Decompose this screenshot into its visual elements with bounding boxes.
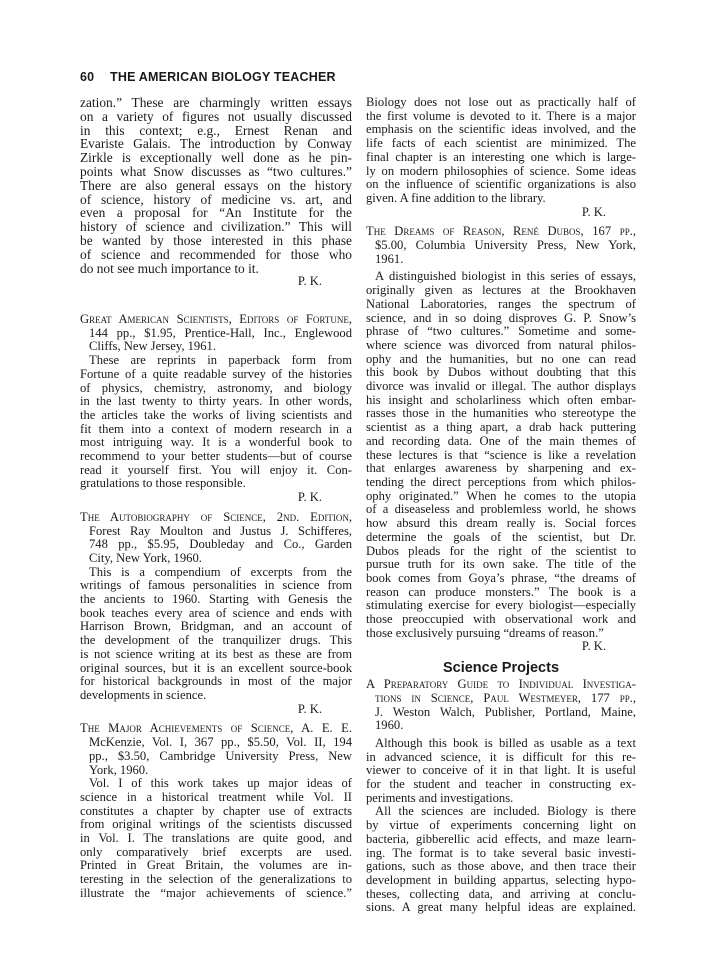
text-line: pursue truth for its own sake. The title of the <box>366 557 636 572</box>
text-line: ophy and the humanities, but no one can read <box>366 351 636 366</box>
text-line: in the last twenty to thirty years. In other words, <box>80 394 352 409</box>
review-major-achievements <box>80 722 352 900</box>
text-line: Evariste Galais. The introduction by Conway <box>80 136 352 152</box>
review-preparatory-guide <box>366 678 636 915</box>
citation-line: The Major Achievements of Science, A. E. E. <box>80 721 352 736</box>
text-line: of physics, chemistry, astronomy, and biology <box>80 380 352 395</box>
text-line: theses, collecting data, and arriving at conclu- <box>366 886 636 901</box>
text-line: Biology does not lose out as practically half of <box>366 95 636 109</box>
text-line: gratulations to those responsible. <box>80 476 246 491</box>
citation-line: 144 pp., $1.95, Prentice-Hall, Inc., Englewood <box>89 325 352 340</box>
citation-line: McKenzie, Vol. I, 367 pp., $5.50, Vol. II, 194 <box>89 735 352 750</box>
text-line: tending the direct perceptions from which philos- <box>366 474 636 489</box>
text-line: emphasis on the scientific ideas involved, and the <box>366 122 636 137</box>
text-line: sions. A great many helpful ideas are explained. <box>366 900 636 915</box>
text-line: the first volume is devoted to it. There is a major <box>366 108 636 123</box>
text-line: in advanced science, it is difficult for this re- <box>366 749 636 764</box>
citation-line: Forest Ray Moulton and Justus J. Schifferes, <box>89 523 352 538</box>
right-column <box>366 96 636 915</box>
reviewer-signature: P. K. <box>297 701 322 716</box>
text-line: Vol. I of this work takes up major ideas of <box>89 776 352 791</box>
citation-line: 1960. <box>375 718 404 733</box>
text-line: bacteria, gibberellic acid effects, and maze learn- <box>366 831 636 846</box>
text-line: the ancients to 1960. Starting with Genesis the <box>80 592 352 607</box>
text-line: be wanted by those interested in this phase <box>80 232 352 248</box>
citation-line: City, New York, 1960. <box>89 550 202 565</box>
text-line: only comparatively brief excerpts are used. <box>80 844 352 859</box>
intro-continuation <box>80 96 352 289</box>
journal-title: THE AMERICAN BIOLOGY TEACHER <box>110 70 336 84</box>
text-line: most intriguing way. It is a wonderful book to <box>80 435 352 450</box>
text-line: this book by Dubos without doubting that this <box>366 365 636 380</box>
citation-line: The Autobiography of Science, 2nd. Edition, <box>80 509 352 524</box>
text-line: divorce was invalid or illegal. The author displays <box>366 379 636 394</box>
text-line: zation.” These are charmingly written essays <box>80 95 352 110</box>
book-title: Great American Scientists, Editors of Fortune, <box>80 312 352 326</box>
citation-line: The Dreams of Reason, René Dubos, 167 pp., <box>366 224 636 239</box>
text-line: points what Snow discusses as “two cultures.” <box>80 163 352 179</box>
text-line: life facts of each scientist are minimized. The <box>366 136 636 151</box>
continuation-review <box>366 96 636 219</box>
text-line: determine the goals of the scientist, but Dr. <box>366 529 636 544</box>
citation-line: pp., $3.50, Cambridge University Press, New <box>89 748 352 763</box>
text-line: Although this book is billed as usable as a text <box>375 735 636 750</box>
text-line: Harrison Brown, Bridgman, and an account of <box>80 619 352 634</box>
book-title-continued: tions in Science, Paul Westmeyer, 177 pp., <box>375 690 636 705</box>
text-line: book teaches every area of science and ends with <box>80 605 352 620</box>
text-line: ing. The format is to take several basic investi- <box>366 845 636 860</box>
text-line: is not science writing at its best as these are from <box>80 646 352 661</box>
text-line: do not see much importance to it. <box>80 260 259 276</box>
text-line: rasses those in the humanities who stereotype the <box>366 406 636 421</box>
text-line: originally given as lectures at the Brookhaven <box>366 283 636 298</box>
review-dreams-of-reason <box>366 225 636 654</box>
text-line: that enlarges awareness by sharpening and ex- <box>366 461 636 476</box>
text-line: on a variety of figures not usually discussed <box>80 108 352 124</box>
text-line: periments and investigations. <box>366 790 514 805</box>
text-line: from original writings of the scientists discussed <box>80 817 352 832</box>
text-line: in this context; e.g., Ernest Renan and <box>80 122 352 138</box>
reviewer-signature: P. K. <box>297 274 322 289</box>
citation-line <box>80 313 352 327</box>
text-line: for historical backgrounds in most of the major <box>80 674 352 689</box>
reviewer-signature: P. K. <box>581 204 606 219</box>
reviewer-signature: P. K. <box>297 490 322 505</box>
section-heading: Science Projects <box>442 660 560 677</box>
text-line: reason can produce monsters.” The book is a <box>366 584 636 599</box>
reviewer-signature: P. K. <box>581 639 606 654</box>
citation-line: 748 pp., $5.95, Doubleday and Co., Garden <box>89 537 352 552</box>
text-line: the development of the tranquilizer drugs. This <box>80 633 352 648</box>
running-header <box>80 70 336 84</box>
text-line: these lectures is that “science is like a revelation <box>366 447 636 462</box>
text-line: the articles take the works of living scientists and <box>80 407 352 422</box>
text-line: National Laboratories, ranges the spectrum of <box>366 296 636 311</box>
text-line: teresting in the selection of the generalizations to <box>80 872 352 887</box>
text-line: fit them into a context of modern research in a <box>80 421 352 436</box>
text-line: those preoccupied with observational work and <box>366 612 636 627</box>
text-line: Zirkle is exceptionally well done as he pin- <box>80 150 352 166</box>
text-line: viewer to conceive of it in that light. It is useful <box>366 763 636 778</box>
text-line: scientist as a thing apart, a drab hack puttering <box>366 420 636 435</box>
text-line: There are also general essays on the history <box>80 177 352 193</box>
text-line: Printed in Great Britain, the volumes are in- <box>80 858 352 873</box>
text-line: in Vol. I. The translations are quite good, and <box>80 831 352 846</box>
text-line: All the sciences are included. Biology is there <box>375 804 636 819</box>
text-line: phrase of “two cultures.” Sometime and some- <box>366 324 636 339</box>
text-line: where science was divorced from natural philos- <box>366 337 636 352</box>
citation-line: 1961. <box>375 251 404 266</box>
text-line: book comes from Goya’s phrase, “the dreams of <box>366 570 636 585</box>
text-line: read it yourself first. You will enjoy it. Con- <box>80 462 352 477</box>
text-line: original sources, but it is an excellent source-book <box>80 660 352 675</box>
citation-line <box>366 692 636 706</box>
text-line: on the influence of scientific organizations is also <box>366 177 636 192</box>
text-line: given. A fine addition to the library. <box>366 190 546 205</box>
text-line: ophy originated.” When he comes to the utopia <box>366 488 636 503</box>
text-line: even a proposal for “An Institute for the <box>80 205 352 221</box>
text-line: Fortune of a quite readable survey of the histories <box>80 366 352 381</box>
text-line: those exclusively pursuing “dreams of reason.” <box>366 625 604 640</box>
text-line: writings of famous personalities in science from <box>80 578 352 593</box>
citation-line: York, 1960. <box>89 762 149 777</box>
text-line: science in a historical treatment while Vol. II <box>80 789 352 804</box>
text-line: development in building appartus, selecting hypo- <box>366 872 636 887</box>
citation-line: J. Weston Walch, Publisher, Portland, Maine, <box>375 704 636 719</box>
text-line: These are reprints in paperback form from <box>89 353 352 368</box>
text-line: history of science and civilization.” This will <box>80 219 352 235</box>
text-line: for the student and teacher in constructing ex- <box>366 777 636 792</box>
citation-line: Cliffs, New Jersey, 1961. <box>89 339 216 354</box>
left-column <box>80 96 352 289</box>
review-autobiography-of-science <box>80 511 352 717</box>
text-line: of science, history of medicine vs. art, and <box>80 191 352 207</box>
text-line: stimulating exercise for every biologist—especially <box>366 598 636 613</box>
text-line: his insight and scholarliness which often embar- <box>366 392 636 407</box>
text-line: of a diseaseless and problemless world, he shows <box>366 502 636 517</box>
text-line: gations, such as those above, and then trace their <box>366 859 636 874</box>
text-line: and recording data. One of the main themes of <box>366 433 636 448</box>
text-line: of science and recommended for those who <box>80 246 352 262</box>
text-line: This is a compendium of excerpts from the <box>89 564 352 579</box>
text-line: developments in science. <box>80 687 207 702</box>
page-number: 60 <box>80 70 95 84</box>
review-great-american-scientists <box>80 313 352 505</box>
text-line: illustrate the “major achievements of science.” <box>80 885 352 900</box>
text-line: ly on modern philosophies of science. Some ideas <box>366 163 636 178</box>
text-line: constitutes a chapter by chapter use of extracts <box>80 803 352 818</box>
text-line: by virtue of experiments concerning light on <box>366 818 636 833</box>
text-line: A distinguished biologist in this series of essays, <box>375 269 636 284</box>
text-line: final chapter is an interesting one which is large- <box>366 149 636 164</box>
text-line: recommend to your better students—but of course <box>80 449 352 464</box>
text-line: science, and in so doing disproves G. P. Snow’s <box>366 310 636 325</box>
text-line: how absurd this dream really is. Social forces <box>366 516 636 531</box>
citation-line: A Preparatory Guide to Individual Investiga- <box>366 677 636 692</box>
text-line: Dubos pleads for the right of the scientist to <box>366 543 636 558</box>
left-column-reviews <box>80 313 352 901</box>
citation-line: $5.00, Columbia University Press, New York, <box>375 238 636 253</box>
